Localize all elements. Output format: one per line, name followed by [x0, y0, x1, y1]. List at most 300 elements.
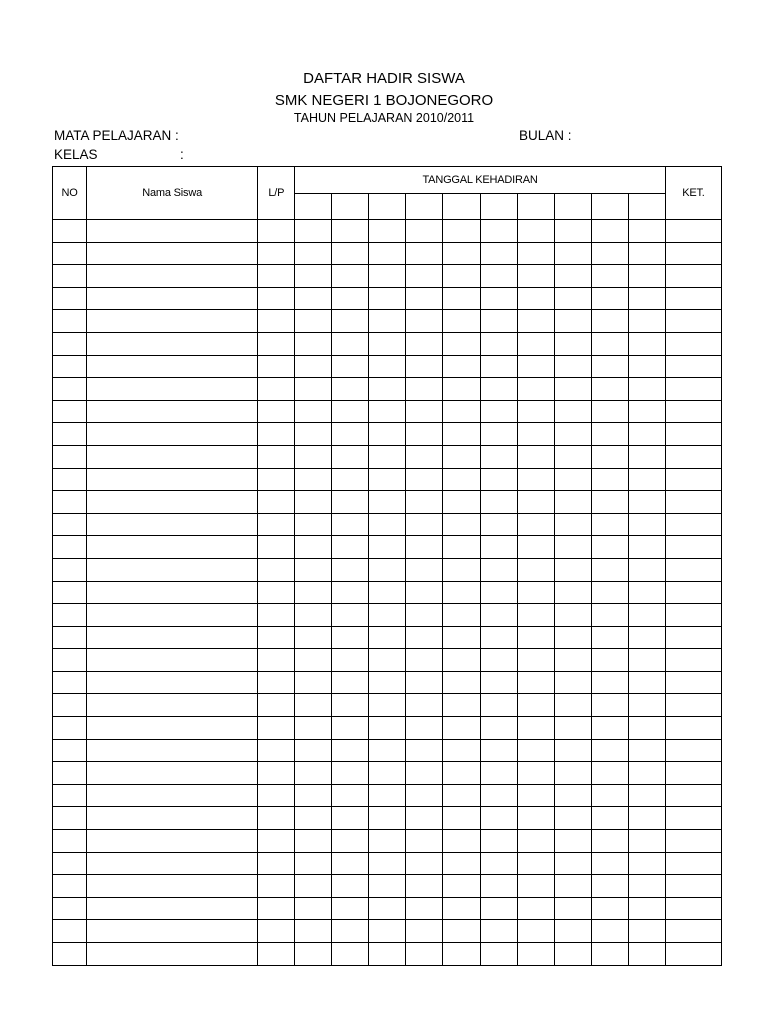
table-cell [53, 513, 87, 536]
table-cell [480, 265, 517, 288]
table-cell [87, 694, 258, 717]
table-cell [591, 355, 628, 378]
table-cell [591, 717, 628, 740]
table-cell [53, 604, 87, 627]
table-cell [591, 332, 628, 355]
date-column-cell [443, 194, 480, 220]
table-cell [406, 265, 443, 288]
table-cell [554, 558, 591, 581]
table-cell [369, 807, 406, 830]
table-cell [665, 784, 721, 807]
table-row [53, 897, 722, 920]
table-cell [554, 220, 591, 243]
table-cell [332, 897, 369, 920]
table-cell [406, 897, 443, 920]
table-cell [665, 807, 721, 830]
table-cell [332, 875, 369, 898]
table-cell [295, 717, 332, 740]
header-gender: L/P [258, 167, 295, 220]
table-cell [443, 649, 480, 672]
table-cell [591, 536, 628, 559]
table-cell [369, 943, 406, 966]
table-cell [591, 220, 628, 243]
table-cell [480, 784, 517, 807]
table-cell [628, 920, 665, 943]
table-cell [554, 491, 591, 514]
table-cell [591, 558, 628, 581]
table-cell [53, 694, 87, 717]
table-cell [406, 558, 443, 581]
table-cell [258, 536, 295, 559]
table-cell [480, 920, 517, 943]
table-cell [295, 287, 332, 310]
table-cell [480, 536, 517, 559]
table-cell [406, 332, 443, 355]
table-cell [665, 220, 721, 243]
table-cell [369, 287, 406, 310]
table-cell [406, 943, 443, 966]
table-row [53, 830, 722, 853]
table-cell [258, 220, 295, 243]
table-cell [517, 830, 554, 853]
table-cell [554, 852, 591, 875]
table-row [53, 852, 722, 875]
table-cell [665, 739, 721, 762]
table-cell [332, 830, 369, 853]
table-cell [332, 626, 369, 649]
table-header [53, 167, 722, 220]
table-row [53, 536, 722, 559]
table-cell [332, 671, 369, 694]
table-cell [443, 762, 480, 785]
table-cell [53, 310, 87, 333]
table-cell [332, 920, 369, 943]
table-cell [628, 558, 665, 581]
table-cell [258, 355, 295, 378]
table-cell [369, 558, 406, 581]
table-cell [369, 581, 406, 604]
table-cell [480, 671, 517, 694]
table-cell [53, 400, 87, 423]
table-cell [406, 762, 443, 785]
table-cell [628, 604, 665, 627]
table-cell [628, 717, 665, 740]
table-cell [295, 852, 332, 875]
month-label: BULAN : [519, 128, 572, 143]
table-cell [295, 355, 332, 378]
table-cell [628, 626, 665, 649]
table-cell [517, 558, 554, 581]
table-cell [517, 355, 554, 378]
table-cell [665, 468, 721, 491]
table-cell [53, 739, 87, 762]
table-cell [628, 332, 665, 355]
table-cell [406, 400, 443, 423]
table-cell [258, 762, 295, 785]
table-cell [295, 265, 332, 288]
table-cell [87, 287, 258, 310]
date-column-cell [406, 194, 443, 220]
table-row [53, 920, 722, 943]
table-cell [517, 423, 554, 446]
table-row [53, 784, 722, 807]
table-cell [369, 332, 406, 355]
table-cell [53, 649, 87, 672]
table-cell [87, 332, 258, 355]
table-cell [369, 830, 406, 853]
table-cell [443, 265, 480, 288]
table-cell [406, 807, 443, 830]
table-cell [406, 220, 443, 243]
table-cell [87, 491, 258, 514]
table-row [53, 400, 722, 423]
table-row [53, 694, 722, 717]
table-cell [591, 739, 628, 762]
table-cell [628, 943, 665, 966]
table-row [53, 445, 722, 468]
table-cell [443, 875, 480, 898]
table-cell [443, 784, 480, 807]
table-cell [406, 468, 443, 491]
table-row [53, 604, 722, 627]
table-cell [665, 694, 721, 717]
table-cell [480, 649, 517, 672]
table-cell [628, 445, 665, 468]
table-cell [53, 423, 87, 446]
table-cell [406, 513, 443, 536]
table-cell [332, 513, 369, 536]
table-cell [480, 355, 517, 378]
table-cell [628, 513, 665, 536]
table-cell [554, 784, 591, 807]
table-cell [295, 445, 332, 468]
table-cell [665, 423, 721, 446]
table-cell [369, 626, 406, 649]
table-row [53, 762, 722, 785]
table-cell [87, 310, 258, 333]
table-cell [665, 897, 721, 920]
table-cell [665, 943, 721, 966]
table-cell [87, 739, 258, 762]
table-cell [665, 265, 721, 288]
table-cell [258, 830, 295, 853]
table-cell [258, 694, 295, 717]
table-cell [87, 830, 258, 853]
table-cell [258, 265, 295, 288]
table-cell [443, 671, 480, 694]
table-cell [53, 445, 87, 468]
table-cell [258, 242, 295, 265]
table-cell [554, 265, 591, 288]
table-cell [665, 536, 721, 559]
table-cell [591, 378, 628, 401]
table-cell [406, 671, 443, 694]
table-cell [369, 400, 406, 423]
table-row [53, 717, 722, 740]
table-cell [517, 491, 554, 514]
table-cell [406, 784, 443, 807]
table-cell [554, 378, 591, 401]
table-cell [554, 513, 591, 536]
table-cell [258, 807, 295, 830]
table-cell [295, 558, 332, 581]
table-cell [369, 739, 406, 762]
table-cell [53, 220, 87, 243]
table-cell [369, 694, 406, 717]
table-cell [480, 445, 517, 468]
table-cell [53, 920, 87, 943]
table-cell [480, 581, 517, 604]
table-cell [258, 875, 295, 898]
table-cell [628, 875, 665, 898]
table-cell [517, 220, 554, 243]
date-column-cell [295, 194, 332, 220]
table-cell [406, 604, 443, 627]
table-cell [591, 491, 628, 514]
table-cell [554, 445, 591, 468]
table-cell [480, 717, 517, 740]
table-cell [628, 852, 665, 875]
table-cell [295, 400, 332, 423]
table-cell [295, 739, 332, 762]
table-cell [554, 830, 591, 853]
table-cell [369, 875, 406, 898]
table-cell [628, 378, 665, 401]
table-cell [480, 739, 517, 762]
school-name: SMK NEGERI 1 BOJONEGORO [274, 92, 494, 109]
table-cell [332, 491, 369, 514]
table-cell [369, 784, 406, 807]
table-cell [406, 445, 443, 468]
table-cell [258, 739, 295, 762]
table-cell [665, 604, 721, 627]
table-cell [332, 423, 369, 446]
table-cell [591, 468, 628, 491]
table-cell [258, 513, 295, 536]
table-cell [665, 242, 721, 265]
header-notes: KET. [665, 167, 721, 220]
table-row [53, 287, 722, 310]
table-cell [517, 400, 554, 423]
table-row [53, 332, 722, 355]
table-cell [591, 423, 628, 446]
table-cell [591, 445, 628, 468]
table-cell [591, 513, 628, 536]
table-cell [87, 671, 258, 694]
table-cell [332, 536, 369, 559]
table-row [53, 626, 722, 649]
table-cell [53, 287, 87, 310]
table-cell [443, 604, 480, 627]
table-cell [665, 400, 721, 423]
table-cell [369, 355, 406, 378]
table-cell [87, 897, 258, 920]
table-cell [554, 581, 591, 604]
table-row [53, 671, 722, 694]
class-label: KELAS [54, 147, 98, 162]
table-cell [87, 943, 258, 966]
table-cell [628, 536, 665, 559]
table-cell [554, 717, 591, 740]
table-cell [665, 671, 721, 694]
table-cell [443, 468, 480, 491]
table-cell [628, 784, 665, 807]
table-cell [480, 287, 517, 310]
table-cell [406, 830, 443, 853]
table-cell [443, 445, 480, 468]
table-cell [332, 468, 369, 491]
table-cell [591, 784, 628, 807]
table-cell [554, 671, 591, 694]
table-cell [406, 717, 443, 740]
table-cell [554, 536, 591, 559]
table-cell [406, 536, 443, 559]
table-cell [406, 875, 443, 898]
table-cell [87, 423, 258, 446]
table-cell [295, 897, 332, 920]
table-cell [87, 355, 258, 378]
table-cell [369, 762, 406, 785]
table-cell [517, 943, 554, 966]
table-cell [443, 242, 480, 265]
table-cell [628, 310, 665, 333]
table-cell [332, 581, 369, 604]
table-cell [332, 762, 369, 785]
table-cell [332, 242, 369, 265]
table-cell [443, 513, 480, 536]
table-cell [591, 897, 628, 920]
table-cell [87, 920, 258, 943]
table-cell [480, 220, 517, 243]
table-cell [480, 332, 517, 355]
table-cell [517, 604, 554, 627]
table-cell [369, 310, 406, 333]
table-cell [628, 242, 665, 265]
table-cell [258, 287, 295, 310]
table-cell [443, 943, 480, 966]
table-cell [443, 920, 480, 943]
table-cell [517, 694, 554, 717]
table-cell [443, 897, 480, 920]
table-cell [295, 626, 332, 649]
table-cell [443, 287, 480, 310]
table-cell [554, 355, 591, 378]
table-cell [87, 626, 258, 649]
table-cell [87, 536, 258, 559]
table-cell [87, 581, 258, 604]
table-cell [554, 694, 591, 717]
date-column-cell [332, 194, 369, 220]
table-cell [295, 943, 332, 966]
table-cell [258, 626, 295, 649]
table-cell [517, 784, 554, 807]
table-row [53, 943, 722, 966]
table-cell [406, 355, 443, 378]
table-cell [443, 400, 480, 423]
table-cell [369, 671, 406, 694]
table-cell [554, 920, 591, 943]
table-cell [554, 875, 591, 898]
table-cell [591, 626, 628, 649]
table-cell [87, 265, 258, 288]
table-cell [517, 897, 554, 920]
table-cell [554, 332, 591, 355]
table-cell [443, 310, 480, 333]
table-cell [443, 694, 480, 717]
table-row [53, 491, 722, 514]
table-cell [517, 717, 554, 740]
table-cell [591, 875, 628, 898]
table-cell [665, 830, 721, 853]
table-cell [628, 423, 665, 446]
table-cell [332, 310, 369, 333]
table-cell [628, 400, 665, 423]
table-cell [480, 378, 517, 401]
table-cell [406, 852, 443, 875]
table-cell [517, 332, 554, 355]
table-cell [665, 581, 721, 604]
table-cell [443, 378, 480, 401]
table-cell [332, 355, 369, 378]
table-cell [53, 875, 87, 898]
table-cell [295, 649, 332, 672]
table-cell [53, 536, 87, 559]
table-cell [517, 875, 554, 898]
table-cell [53, 897, 87, 920]
table-cell [87, 807, 258, 830]
table-cell [87, 717, 258, 740]
table-cell [628, 762, 665, 785]
table-cell [480, 875, 517, 898]
table-cell [517, 671, 554, 694]
table-cell [369, 378, 406, 401]
table-cell [628, 491, 665, 514]
table-row [53, 242, 722, 265]
table-cell [480, 400, 517, 423]
table-cell [53, 581, 87, 604]
table-cell [295, 920, 332, 943]
table-cell [443, 739, 480, 762]
table-cell [665, 491, 721, 514]
table-cell [517, 287, 554, 310]
date-column-cell [480, 194, 517, 220]
table-cell [554, 649, 591, 672]
table-cell [295, 513, 332, 536]
table-cell [554, 739, 591, 762]
table-cell [258, 468, 295, 491]
table-cell [295, 784, 332, 807]
table-cell [443, 830, 480, 853]
table-cell [295, 220, 332, 243]
table-cell [369, 265, 406, 288]
table-cell [480, 242, 517, 265]
table-cell [443, 355, 480, 378]
table-cell [406, 491, 443, 514]
table-cell [258, 604, 295, 627]
table-cell [443, 220, 480, 243]
table-cell [87, 875, 258, 898]
class-colon: : [180, 147, 184, 162]
table-cell [295, 762, 332, 785]
table-row [53, 807, 722, 830]
header-attendance-dates: TANGGAL KEHADIRAN [295, 167, 666, 194]
table-cell [258, 943, 295, 966]
table-cell [87, 400, 258, 423]
table-cell [480, 491, 517, 514]
table-cell [295, 604, 332, 627]
table-cell [665, 852, 721, 875]
table-cell [480, 513, 517, 536]
